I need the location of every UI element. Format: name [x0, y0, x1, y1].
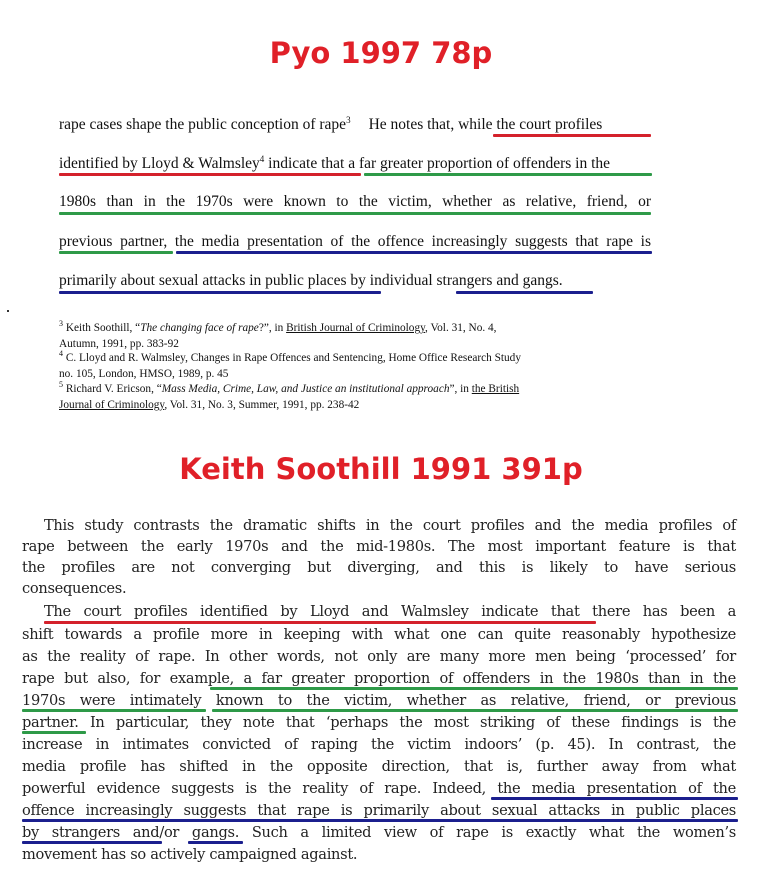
blue-underline [22, 841, 162, 844]
green-underline [22, 709, 206, 712]
bottom-line-15: by strangers and/or gangs. Such a limited view of rape is exactly what the women’s [22, 824, 736, 841]
green-underline [22, 731, 86, 734]
footnote-ref-4: 4 [259, 153, 265, 164]
footnote-5: $^5$ Richard V. Ericson, “Mass Media, Crime, Law, and Justice an institutional approach”, in the British [59, 380, 520, 395]
green-underline [59, 251, 173, 254]
blue-underline [188, 841, 243, 844]
bottom-line-12: media profile has shifted in the opposite direction, that is, further away from what [22, 758, 736, 775]
bottom-line-16: movement has so actively campaigned against. [22, 846, 358, 863]
bottom-line-13: powerful evidence suggests is the reality of rape. Indeed, the media presentation of the [22, 780, 736, 797]
footnote-4-cont: no. 105, London, HMSO, 1989, p. 45 [59, 368, 229, 380]
green-underline [59, 212, 651, 215]
top-line-2: identified by Lloyd & Walmsley$^4$ indicate that a far greater proportion of offenders in the [59, 153, 611, 172]
bottom-source-title: Keith Soothill 1991 391p [179, 452, 583, 486]
bottom-line-4: consequences. [22, 580, 127, 597]
footnote-3-cont: Autumn, 1991, pp. 383-92 [59, 338, 179, 350]
blue-underline [59, 291, 381, 294]
red-underline [59, 173, 361, 176]
blue-underline [176, 251, 652, 254]
blue-underline [491, 797, 738, 800]
footnote-3: $^3$ Keith Soothill, “The changing face of rape?”, in British Journal of Criminology, Vol. 31, No. 4, [59, 319, 497, 334]
bottom-line-6: shift towards a profile more in keeping with what one can quite reasonably hypothesize [22, 626, 736, 643]
bottom-line-9: 1970s were intimately known to the victim, whether as relative, friend, or previous [22, 692, 736, 709]
stray-mark [7, 310, 9, 312]
top-line-4: previous partner, the media presentation of the offence increasingly suggests that rape is [59, 233, 651, 250]
footnote-5-cont: Journal of Criminology, Vol. 31, No. 3, Summer, 1991, pp. 238-42 [59, 399, 360, 411]
red-underline [44, 621, 596, 624]
bottom-line-1: This study contrasts the dramatic shifts in the court profiles and the media profiles of [44, 517, 736, 534]
top-line-5: primarily about sexual attacks in public places by individual strangers and gangs. [59, 272, 563, 289]
green-underline [364, 173, 652, 176]
top-line-1: rape cases shape the public conception of rape$^3$ He notes that, while the court profiles [59, 114, 603, 133]
bottom-line-7: as the reality of rape. In other words, not only are many more men being ‘processed’ for [22, 648, 736, 665]
bottom-line-2: rape between the early 1970s and the mid-1980s. The most important feature is that [22, 538, 736, 555]
footnote-4: $^4$ C. Lloyd and R. Walmsley, Changes in Rape Offences and Sentencing, Home Office Research Study [59, 349, 521, 364]
top-source-title: Pyo 1997 78p [269, 36, 493, 70]
bottom-line-8: rape but also, for example, a far greater proportion of offenders in the 1980s than in the [22, 670, 736, 687]
blue-underline [22, 819, 738, 822]
blue-underline [456, 291, 593, 294]
bottom-line-11: increase in intimates convicted of raping the victim indoors’ (p. 45). In contrast, the [22, 736, 736, 753]
top-line-3: 1980s than in the 1970s were known to the victim, whether as relative, friend, or [59, 193, 651, 210]
red-underline [493, 134, 651, 137]
bottom-line-3: the profiles are not converging but diverging, and this is likely to have serious [22, 559, 736, 576]
bottom-line-14: offence increasingly suggests that rape is primarily about sexual attacks in public places [22, 802, 736, 819]
green-underline [212, 709, 738, 712]
bottom-line-5: The court profiles identified by Lloyd and Walmsley indicate that there has been a [44, 603, 736, 620]
green-underline [210, 687, 738, 690]
footnote-ref-3: 3 [346, 114, 351, 125]
bottom-line-10: partner. In particular, they note that ‘perhaps the most striking of these findings is the [22, 714, 736, 731]
